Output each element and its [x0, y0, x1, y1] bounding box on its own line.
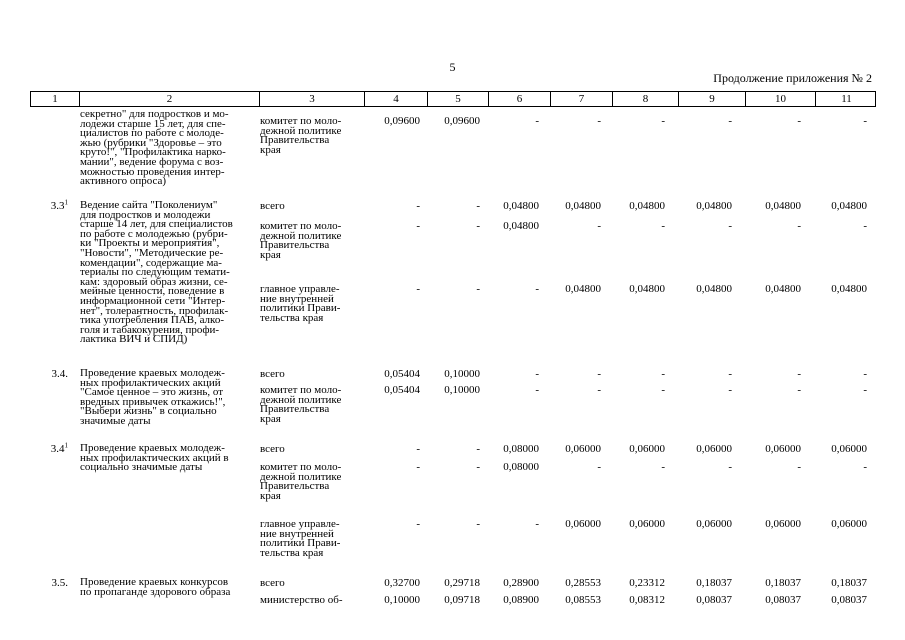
- row-code: $3.3^1$: [50, 198, 68, 212]
- column-header-7: 7: [551, 92, 613, 106]
- value-col-6: 0,08900: [503, 594, 539, 606]
- value-col-11: -: [863, 115, 867, 127]
- column-header-8: 8: [613, 92, 679, 106]
- row-description: секретно" для подростков и мо- лодежи старше 15 лет, для спе- циалистов по работе с молоде- жью (рубрики "Здоровье – это круто!", "Профилактика нарко- мании", ведение форума с воз- можностью проведения интер- активного опроса): [80, 108, 229, 188]
- column-header-2: 2: [80, 92, 260, 106]
- value-col-4: 0,09600: [384, 115, 420, 127]
- value-col-5: 0,10000: [444, 384, 480, 396]
- value-col-6: 0,08000: [503, 461, 539, 473]
- value-col-8: 0,04800: [629, 200, 665, 212]
- row-code: $3.4^1$: [50, 441, 68, 455]
- row-executor: комитет по моло- дежной политике Правительства края: [260, 384, 342, 425]
- row-executor: всего: [260, 577, 285, 589]
- value-col-4: -: [416, 443, 420, 455]
- column-header-4: 4: [365, 92, 428, 106]
- value-col-10: -: [797, 368, 801, 380]
- value-col-8: 0,08312: [629, 594, 665, 606]
- value-col-8: 0,06000: [629, 443, 665, 455]
- value-col-6: -: [535, 518, 539, 530]
- value-col-9: 0,06000: [696, 518, 732, 530]
- value-col-9: -: [728, 384, 732, 396]
- value-col-4: 0,05404: [384, 368, 420, 380]
- table-header: [30, 91, 876, 107]
- value-col-11: 0,08037: [831, 594, 867, 606]
- value-col-8: -: [661, 461, 665, 473]
- value-col-4: -: [416, 461, 420, 473]
- value-col-8: 0,04800: [629, 283, 665, 295]
- row-executor: комитет по моло- дежной политике Правительства края: [260, 220, 342, 261]
- value-col-10: 0,06000: [765, 443, 801, 455]
- value-col-10: -: [797, 461, 801, 473]
- value-col-6: 0,08000: [503, 443, 539, 455]
- value-col-9: 0,08037: [696, 594, 732, 606]
- value-col-11: 0,06000: [831, 518, 867, 530]
- value-col-4: -: [416, 220, 420, 232]
- continuation-label: Продолжение приложения № 2: [713, 71, 872, 85]
- value-col-10: 0,06000: [765, 518, 801, 530]
- value-col-11: -: [863, 220, 867, 232]
- value-col-9: -: [728, 368, 732, 380]
- column-header-10: 10: [746, 92, 816, 106]
- value-col-11: 0,06000: [831, 443, 867, 455]
- row-executor: всего: [260, 443, 285, 455]
- value-col-7: -: [597, 115, 601, 127]
- column-header-9: 9: [679, 92, 746, 106]
- value-col-9: 0,18037: [696, 577, 732, 589]
- column-header-11: 11: [841, 93, 852, 105]
- value-col-5: 0,09600: [444, 115, 480, 127]
- value-col-6: -: [535, 115, 539, 127]
- value-col-11: -: [863, 461, 867, 473]
- value-col-8: -: [661, 384, 665, 396]
- value-col-10: -: [797, 384, 801, 396]
- value-col-5: -: [476, 220, 480, 232]
- value-col-9: 0,04800: [696, 200, 732, 212]
- value-col-4: -: [416, 518, 420, 530]
- column-header-3: 3: [260, 92, 365, 106]
- value-col-10: -: [797, 115, 801, 127]
- value-col-9: 0,06000: [696, 443, 732, 455]
- value-col-10: -: [797, 220, 801, 232]
- value-col-9: -: [728, 115, 732, 127]
- row-code: 3.4.: [51, 368, 68, 380]
- row-code: 3.5.: [51, 577, 68, 589]
- value-col-6: 0,04800: [503, 220, 539, 232]
- value-col-4: 0,32700: [384, 577, 420, 589]
- value-col-5: -: [476, 283, 480, 295]
- value-col-7: -: [597, 461, 601, 473]
- value-col-8: -: [661, 368, 665, 380]
- row-executor: министерство об-: [260, 594, 343, 606]
- value-col-7: 0,28553: [565, 577, 601, 589]
- value-col-4: 0,10000: [384, 594, 420, 606]
- value-col-7: 0,06000: [565, 518, 601, 530]
- value-col-6: -: [535, 283, 539, 295]
- column-header-5: 5: [428, 92, 489, 106]
- value-col-10: 0,04800: [765, 283, 801, 295]
- value-col-11: 0,18037: [831, 577, 867, 589]
- row-executor: всего: [260, 368, 285, 380]
- value-col-11: 0,04800: [831, 283, 867, 295]
- value-col-7: -: [597, 368, 601, 380]
- page-number: 5: [449, 60, 456, 74]
- value-col-7: 0,08553: [565, 594, 601, 606]
- row-executor: главное управле- ние внутренней политики Прави- тельства края: [260, 283, 341, 324]
- value-col-9: -: [728, 461, 732, 473]
- value-col-11: 0,04800: [831, 200, 867, 212]
- value-col-9: 0,04800: [696, 283, 732, 295]
- row-executor: главное управле- ние внутренней политики Прави- тельства края: [260, 518, 341, 559]
- value-col-6: 0,04800: [503, 200, 539, 212]
- value-col-8: 0,23312: [629, 577, 665, 589]
- value-col-8: -: [661, 220, 665, 232]
- row-description: Проведение краевых молодеж- ных профилактических акций "Самое ценное – это жизнь, от вредных привычек откажись!", "Выбери жизнь" в социально значимые даты: [80, 367, 226, 427]
- value-col-8: -: [661, 115, 665, 127]
- value-col-9: -: [728, 220, 732, 232]
- row-description: Проведение краевых конкурсов по пропаганде здорового образа: [80, 576, 231, 598]
- column-header-6: 6: [489, 92, 551, 106]
- value-col-5: -: [476, 200, 480, 212]
- value-col-4: -: [416, 200, 420, 212]
- value-col-10: 0,04800: [765, 200, 801, 212]
- row-executor: комитет по моло- дежной политике Правительства края: [260, 461, 342, 502]
- value-col-7: 0,04800: [565, 200, 601, 212]
- value-col-7: -: [597, 220, 601, 232]
- value-col-5: -: [476, 518, 480, 530]
- value-col-11: -: [863, 368, 867, 380]
- value-col-7: 0,04800: [565, 283, 601, 295]
- value-col-8: 0,06000: [629, 518, 665, 530]
- value-col-5: 0,10000: [444, 368, 480, 380]
- value-col-6: -: [535, 384, 539, 396]
- value-col-11: -: [863, 384, 867, 396]
- value-col-10: 0,08037: [765, 594, 801, 606]
- row-description: Проведение краевых молодеж- ных профилактических акций в социально значимые даты: [80, 442, 229, 474]
- value-col-6: 0,28900: [503, 577, 539, 589]
- value-col-5: 0,09718: [444, 594, 480, 606]
- value-col-5: 0,29718: [444, 577, 480, 589]
- row-executor: комитет по моло- дежной политике Правительства края: [260, 115, 342, 156]
- column-header-1: 1: [31, 92, 80, 106]
- row-description: Ведение сайта "Поколениум" для подростков и молодежи старше 14 лет, для специалистов по работе с молодежью (рубри- ки "Проекты и мероприятия", "Новости", "Методические ре- комендации", содержащие ма- териалы по следующим темати- кам: здоровый образ жизни, се- мейные ценности, поведение в информационной сети "Интер- нет", толерантность, профилак- тика употребления ПАВ, алко- голя и табакокурения, профи- лактика ВИЧ и СПИД): [80, 199, 233, 346]
- value-col-4: -: [416, 283, 420, 295]
- value-col-4: 0,05404: [384, 384, 420, 396]
- value-col-7: -: [597, 384, 601, 396]
- value-col-6: -: [535, 368, 539, 380]
- value-col-7: 0,06000: [565, 443, 601, 455]
- value-col-5: -: [476, 461, 480, 473]
- value-col-5: -: [476, 443, 480, 455]
- row-executor: всего: [260, 200, 285, 212]
- value-col-10: 0,18037: [765, 577, 801, 589]
